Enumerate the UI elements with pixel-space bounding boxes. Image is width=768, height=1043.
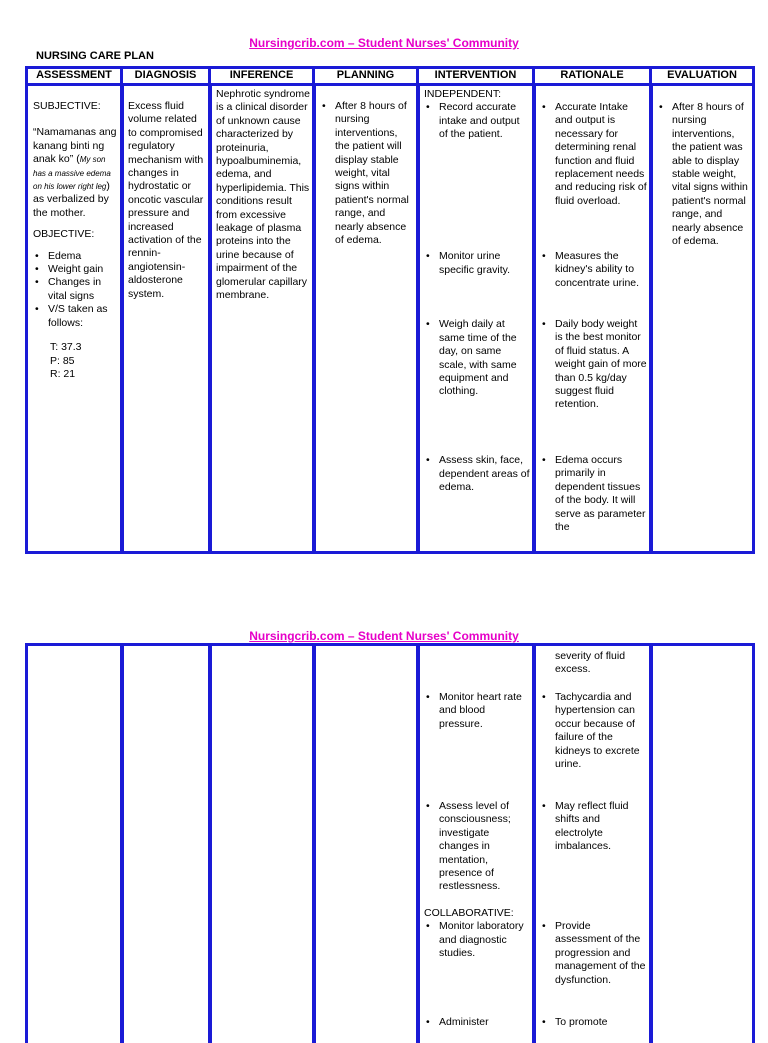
- objective-list: [33, 250, 118, 330]
- inference-cell: [211, 86, 315, 551]
- vital-temp: T: 37.3: [50, 341, 82, 354]
- header-planning: PLANNING: [315, 69, 419, 83]
- rationale-item: • To promote: [540, 1016, 647, 1029]
- rationale-item: • Edema occurs primarily in dependent tissues of the body. It will serve as parameter the: [540, 454, 647, 534]
- list-item: • Edema: [33, 250, 118, 263]
- subjective-label: SUBJECTIVE:: [33, 100, 101, 112]
- vital-signs: [33, 341, 118, 381]
- list-item: • Weight gain: [33, 263, 118, 276]
- intervention-item: • Monitor heart rate and blood pressure.: [424, 691, 530, 800]
- document-heading: NURSING CARE PLAN: [36, 50, 154, 62]
- header-inference: INFERENCE: [211, 69, 315, 83]
- rationale-item: • Provide assessment of the progression and management of the dysfunction.: [540, 920, 647, 1016]
- intervention-item: • Administer: [424, 1016, 530, 1029]
- diagnosis-cell-page2: [123, 646, 211, 1043]
- rationale-cell-page2: [535, 646, 652, 1043]
- intervention-item: • Monitor laboratory and diagnostic studies.: [424, 920, 530, 1016]
- evaluation-cell-page2: [652, 646, 752, 1043]
- intervention-item: • Record accurate intake and output of the patient.: [424, 101, 530, 250]
- rationale-item: • Measures the kidney's ability to concentrate urine.: [540, 250, 647, 318]
- objective-label: OBJECTIVE:: [33, 228, 95, 241]
- care-plan-table-page2: [25, 643, 755, 1043]
- diagnosis-cell: [123, 86, 211, 551]
- intervention-cell-page2: [419, 646, 535, 1043]
- vital-pulse: P: 85: [50, 354, 75, 367]
- rationale-item: • May reflect fluid shifts and electrolyte imbalances.: [540, 800, 647, 920]
- header-diagnosis: DIAGNOSIS: [123, 69, 211, 83]
- evaluation-text: • After 8 hours of nursing interventions, the patient was able to display stable weight, vital signs within patient's normal range, and nearly absence of edema.: [657, 101, 750, 248]
- intervention-cell: [419, 86, 535, 551]
- table-header: [28, 69, 752, 86]
- header-assessment: ASSESSMENT: [28, 69, 123, 83]
- table-body-page2: [28, 646, 752, 1043]
- inference-text: Nephrotic syndrome is a clinical disorder of unknown cause characterized by proteinuria, hypoalbuminemia, edema, and hyperlipidemia. This conditions result from excessive leakage of plasma proteins into the urine because of impairment of the glomerular capillary membrane.: [216, 88, 310, 302]
- subjective-cue: “Namamanas ang kanang binti ng anak ko” (My son has a massive edema on his lower right leg) as verbalized by the mother.: [33, 126, 117, 219]
- planning-cell-page2: [315, 646, 419, 1043]
- header-intervention: INTERVENTION: [419, 69, 535, 83]
- planning-cell: [315, 86, 419, 551]
- rationale-item: • Tachycardia and hypertension can occur because of failure of the kidneys to excrete urine.: [540, 691, 647, 800]
- rationale-continuation: severity of fluid excess.: [555, 650, 626, 676]
- vital-resp: R: 21: [50, 367, 76, 380]
- list-item: • V/S taken as follows:: [33, 303, 118, 330]
- table-body: [28, 86, 752, 551]
- site-title: Nursingcrib.com – Student Nurses' Community: [249, 36, 519, 50]
- inference-cell-page2: [211, 646, 315, 1043]
- assessment-cell: [28, 86, 123, 551]
- rationale-cell: [535, 86, 652, 551]
- diagnosis-text: Excess fluid volume related to compromised regulatory mechanism with changes in hydrostatic or oncotic vascular pressure and increased activation of the rennin-angiotensin-aldosterone system.: [128, 100, 204, 300]
- rationale-item: • Accurate Intake and output is necessary for determining renal function and fluid replacement needs and reducing risk of fluid overload.: [540, 101, 647, 250]
- intervention-item: • Monitor urine specific gravity.: [424, 250, 530, 318]
- evaluation-cell: [652, 86, 752, 551]
- header-rationale: RATIONALE: [535, 69, 652, 83]
- list-item: • Changes in vital signs: [33, 276, 118, 303]
- assessment-cell-page2: [28, 646, 123, 1043]
- header-evaluation: EVALUATION: [667, 69, 737, 81]
- site-title-page2: Nursingcrib.com – Student Nurses' Community: [249, 629, 519, 643]
- care-plan-table-page1: [25, 66, 755, 554]
- intervention-item: • Assess skin, face, dependent areas of edema.: [424, 454, 530, 494]
- independent-label: INDEPENDENT:: [424, 88, 502, 100]
- planning-text: • After 8 hours of nursing interventions, the patient will display stable weight, vital signs within patient's normal range, and nearly absence of edema.: [320, 100, 414, 247]
- cue-translation: My son has a massive edema on his lower right leg: [33, 155, 111, 192]
- collaborative-label: COLLABORATIVE:: [424, 907, 514, 919]
- intervention-item: • Assess level of consciousness; investigate changes in mentation, presence of restlessness.: [424, 800, 530, 907]
- rationale-item: • Daily body weight is the best monitor of fluid status. A weight gain of more than 0.5 kg/day suggest fluid retention.: [540, 318, 647, 454]
- intervention-item: • Weigh daily at same time of the day, on same scale, with same equipment and clothing.: [424, 318, 530, 454]
